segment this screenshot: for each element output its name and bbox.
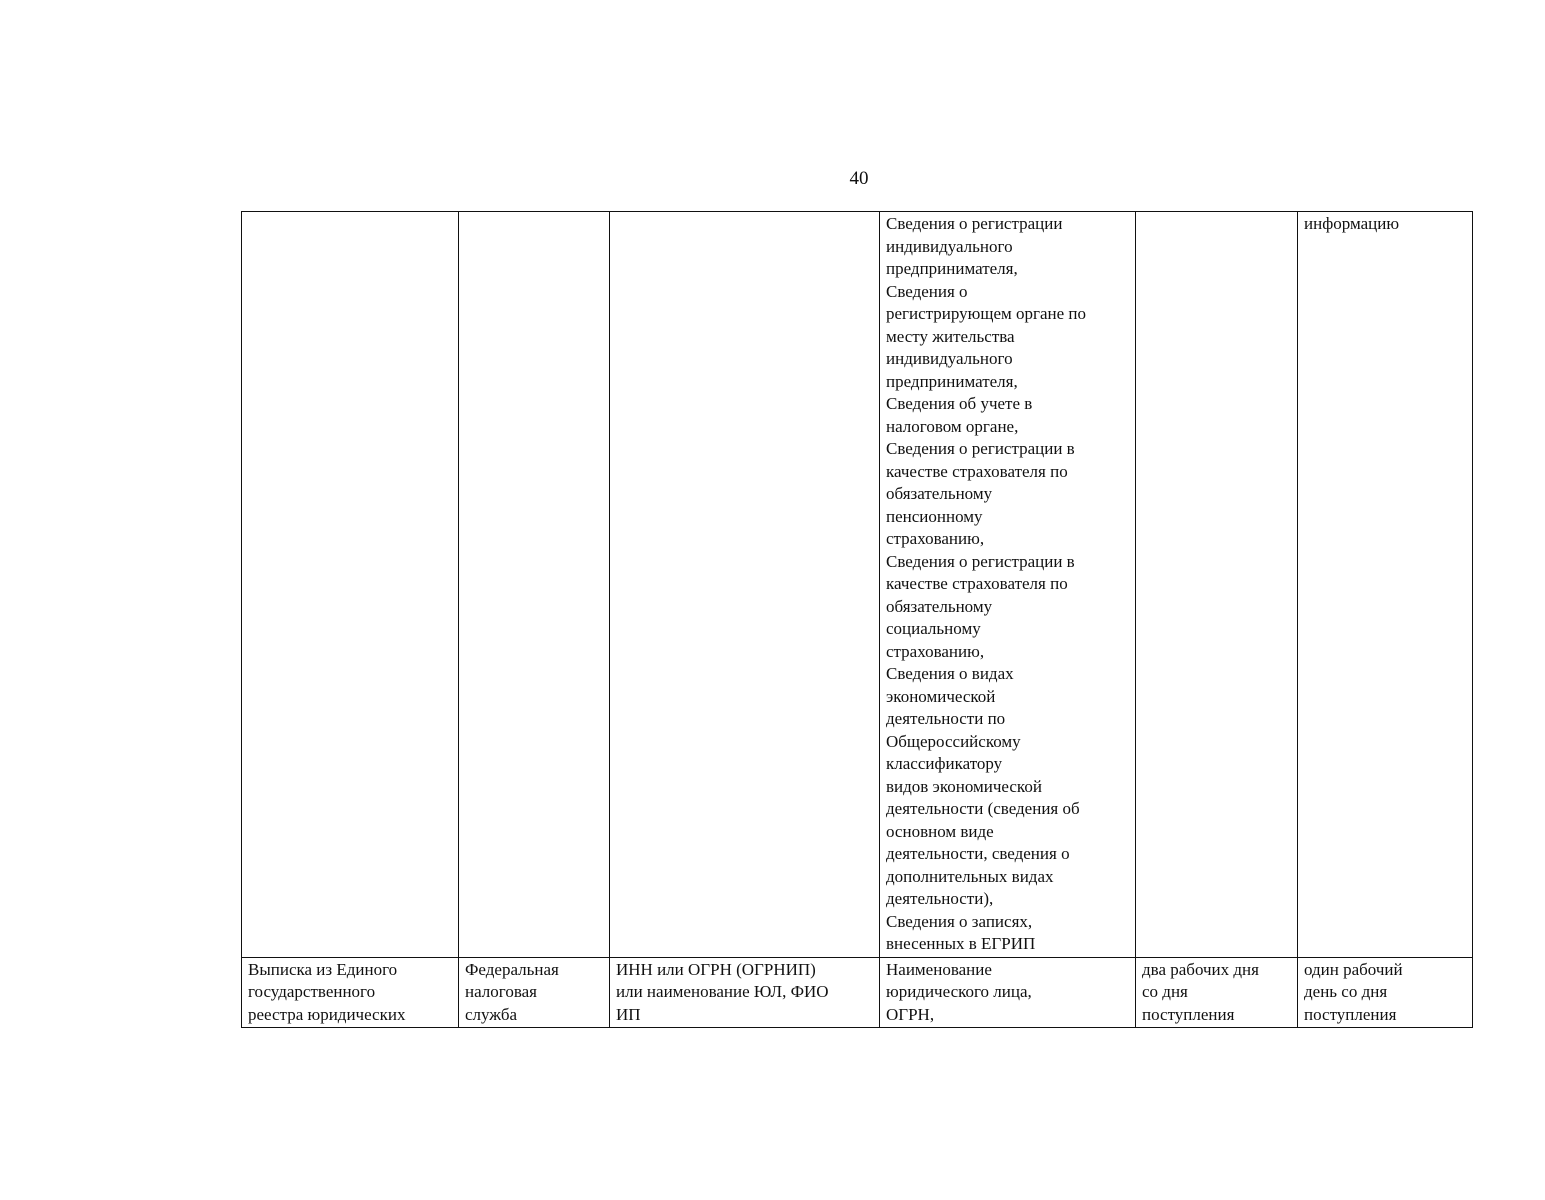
page-number: 40 bbox=[849, 168, 869, 189]
document-table bbox=[241, 211, 1473, 1028]
table-cell-response-term: два рабочих дня со дня поступления bbox=[1136, 957, 1298, 1028]
table-cell-processing-term: информацию bbox=[1298, 212, 1473, 958]
table-cell-document-name: Выписка из Единого государственного реестра юридических bbox=[242, 957, 459, 1028]
table-row-continued bbox=[242, 212, 1473, 958]
table-cell-response-contents: Сведения о регистрации индивидуального предпринимателя, Сведения о регистрирующем органе по месту жительства индивидуального предпринимателя, Сведения об учете в налоговом органе, Сведения о регистрации в качестве страхователя по обязательному пенсионному страхованию, Сведения о регистрации в качестве страхователя по обязательному социальному страхованию, Сведения о видах экономической деятельности по Общероссийскому классификатору видов экономической деятельности (сведения об основном виде деятельности, сведения о дополнительных видах деятельности), Сведения о записях, внесенных в ЕГРИП bbox=[880, 212, 1136, 958]
table-cell-request-params: ИНН или ОГРН (ОГРНИП) или наименование ЮЛ, ФИО ИП bbox=[610, 957, 880, 1028]
table-cell-processing-term: один рабочий день со дня поступления bbox=[1298, 957, 1473, 1028]
table-cell-document-name bbox=[242, 212, 459, 958]
table-cell-request-params bbox=[610, 212, 880, 958]
table-cell-response-term bbox=[1136, 212, 1298, 958]
table-cell-authority bbox=[459, 212, 610, 958]
table-cell-authority: Федеральная налоговая служба bbox=[459, 957, 610, 1028]
table-cell-response-contents: Наименование юридического лица, ОГРН, bbox=[880, 957, 1136, 1028]
table-row bbox=[242, 957, 1473, 1028]
